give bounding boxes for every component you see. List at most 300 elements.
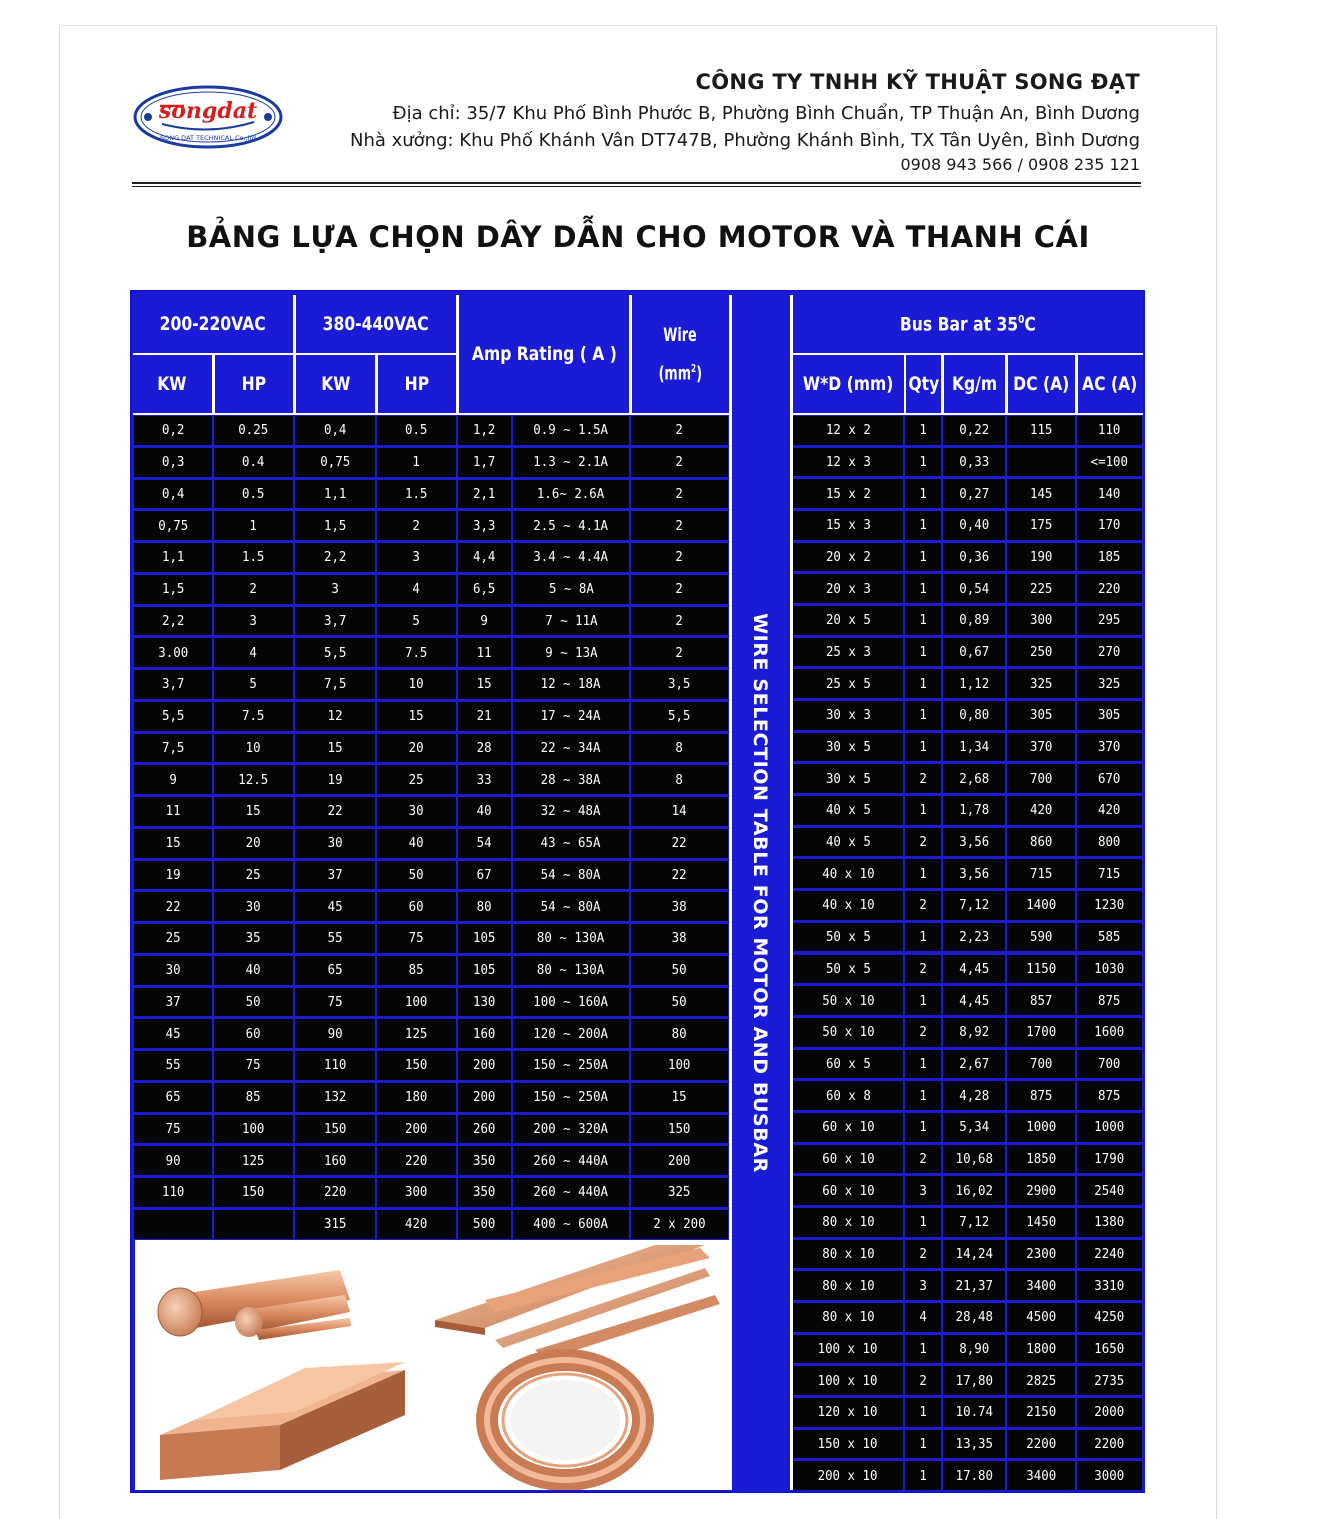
busbar-cell: 715 <box>1007 859 1075 888</box>
table-cell: 75 <box>214 1051 293 1080</box>
table-cell: 400 ~ 600A <box>513 1210 629 1239</box>
table-cell: 2 <box>214 575 293 604</box>
table-cell: 55 <box>295 924 375 953</box>
table-cell: 2 <box>631 575 728 604</box>
table-cell: 15 <box>377 702 456 731</box>
table-cell: 3 <box>377 543 456 572</box>
company-address: Địa chỉ: 35/7 Khu Phố Bình Phước B, Phường Bình Chuẩn, TP Thuận An, Bình Dương <box>392 103 1140 124</box>
table-cell: 325 <box>631 1178 728 1207</box>
company-factory: Nhà xưởng: Khu Phố Khánh Vân DT747B, Phường Khánh Bình, TX Tân Uyên, Bình Dương <box>349 130 1140 151</box>
busbar-cell: 3310 <box>1077 1271 1142 1300</box>
table-cell: 25 <box>214 861 293 890</box>
busbar-cell: 80 x 10 <box>793 1240 903 1269</box>
table-cell: 4,4 <box>458 543 511 572</box>
table-cell: 15 <box>458 670 511 699</box>
table-cell: 1,5 <box>134 575 212 604</box>
busbar-cell: 140 <box>1077 479 1142 508</box>
table-cell: 2 <box>631 543 728 572</box>
table-cell: 130 <box>458 988 511 1017</box>
table-cell: 40 <box>214 956 293 985</box>
table-cell: 0.9 ~ 1.5A <box>513 416 629 445</box>
busbar-cell: 1 <box>905 479 941 508</box>
table-cell: 54 ~ 80A <box>513 861 629 890</box>
table-cell: 100 <box>631 1051 728 1080</box>
busbar-cell: 2 <box>905 1145 941 1174</box>
table-cell: 5 <box>214 670 293 699</box>
sub-header-kw: KW <box>133 355 211 413</box>
busbar-cell: 175 <box>1007 511 1075 540</box>
busbar-cell: 250 <box>1007 638 1075 667</box>
busbar-cell: 1 <box>905 796 941 825</box>
table-cell: 7.5 <box>377 638 456 667</box>
table-cell: 260 ~ 440A <box>513 1178 629 1207</box>
table-cell: 1.3 ~ 2.1A <box>513 448 629 477</box>
table-cell: 150 <box>377 1051 456 1080</box>
vertical-label-text: WIRE SELECTION TABLE FOR MOTOR AND BUSBAR <box>749 612 771 1173</box>
table-cell: 0,75 <box>134 511 212 540</box>
busbar-cell: 10.74 <box>943 1398 1005 1427</box>
table-cell: 45 <box>295 892 375 921</box>
header-divider <box>132 182 1141 184</box>
busbar-cell: 1 <box>905 1398 941 1427</box>
busbar-cell: 1650 <box>1077 1335 1142 1364</box>
busbar-cell: 1 <box>905 1113 941 1142</box>
table-cell: 2 <box>631 638 728 667</box>
busbar-cell: 2 <box>905 1240 941 1269</box>
table-cell: 200 ~ 320A <box>513 1115 629 1144</box>
table-cell: 100 <box>377 988 456 1017</box>
busbar-cell: 225 <box>1007 574 1075 603</box>
table-cell: 1.6~ 2.6A <box>513 480 629 509</box>
table-cell: 14 <box>631 797 728 826</box>
table-cell: 40 <box>377 829 456 858</box>
table-cell: 1,7 <box>458 448 511 477</box>
table-cell: 4 <box>377 575 456 604</box>
busbar-cell: 60 x 10 <box>793 1145 903 1174</box>
sub-header-qty: Qty <box>906 355 941 413</box>
busbar-cell: 2 <box>905 764 941 793</box>
table-cell: 10 <box>377 670 456 699</box>
copper-products-photo <box>135 1240 729 1490</box>
busbar-cell: 1,12 <box>943 669 1005 698</box>
busbar-cell: 300 <box>1007 606 1075 635</box>
table-cell: 30 <box>295 829 375 858</box>
company-info <box>350 70 1140 176</box>
busbar-cell: 1380 <box>1077 1208 1142 1237</box>
busbar-cell: 2540 <box>1077 1176 1142 1205</box>
busbar-cell: 700 <box>1007 764 1075 793</box>
page-title: BẢNG LỰA CHỌN DÂY DẪN CHO MOTOR VÀ THANH CÁI <box>186 220 1090 254</box>
table-cell: 9 ~ 13A <box>513 638 629 667</box>
table-cell: 5,5 <box>134 702 212 731</box>
table-cell: 60 <box>214 1019 293 1048</box>
table-cell: 2,1 <box>458 480 511 509</box>
busbar-cell: 5,34 <box>943 1113 1005 1142</box>
table-cell: 105 <box>458 956 511 985</box>
sub-header-dc: DC (A) <box>1008 355 1075 413</box>
table-cell: 3,7 <box>295 607 375 636</box>
busbar-cell: 220 <box>1077 574 1142 603</box>
busbar-cell: 800 <box>1077 828 1142 857</box>
table-cell: 160 <box>295 1146 375 1175</box>
busbar-cell: 2900 <box>1007 1176 1075 1205</box>
table-cell: 150 <box>295 1115 375 1144</box>
header-wire <box>632 295 729 413</box>
busbar-cell: 50 x 10 <box>793 986 903 1015</box>
busbar-cell: 2200 <box>1077 1430 1142 1459</box>
sub-header-hp: HP <box>215 355 293 413</box>
busbar-cell: 2 <box>905 1018 941 1047</box>
table-cell: 32 ~ 48A <box>513 797 629 826</box>
table-cell: 2 <box>631 607 728 636</box>
busbar-cell: 50 x 10 <box>793 1018 903 1047</box>
busbar-cell: 25 x 5 <box>793 669 903 698</box>
table-cell: 7,5 <box>295 670 375 699</box>
table-cell: 1,1 <box>295 480 375 509</box>
group-header-380-440vac: 380-440VAC <box>296 295 456 353</box>
table-cell: 50 <box>631 988 728 1017</box>
busbar-cell: 0,36 <box>943 543 1005 572</box>
table-cell: 25 <box>134 924 212 953</box>
busbar-cell: 3 <box>905 1271 941 1300</box>
table-cell: 22 <box>134 892 212 921</box>
busbar-cell: 1 <box>905 1461 941 1490</box>
wire-header-unit: $(mm^2)$ <box>658 361 703 385</box>
table-cell: 19 <box>134 861 212 890</box>
table-cell: 30 <box>134 956 212 985</box>
busbar-cell: 60 x 10 <box>793 1176 903 1205</box>
table-cell: 85 <box>377 956 456 985</box>
busbar-cell: 2150 <box>1007 1398 1075 1427</box>
busbar-cell: 14,24 <box>943 1240 1005 1269</box>
busbar-cell: 1 <box>905 733 941 762</box>
busbar-cell: 3000 <box>1077 1461 1142 1490</box>
company-logo <box>132 84 284 150</box>
table-cell: 11 <box>458 638 511 667</box>
table-cell: 120 ~ 200A <box>513 1019 629 1048</box>
table-cell: 1 <box>377 448 456 477</box>
table-cell: 35 <box>214 924 293 953</box>
busbar-cell: 2240 <box>1077 1240 1142 1269</box>
busbar-cell: 110 <box>1077 416 1142 445</box>
table-cell: 15 <box>295 734 375 763</box>
table-cell: 3,3 <box>458 511 511 540</box>
busbar-cell: 2 <box>905 828 941 857</box>
sub-header-kw: KW <box>296 355 375 413</box>
copper-round-rods <box>158 1270 351 1340</box>
copper-coil <box>487 1360 643 1480</box>
busbar-cell: 2825 <box>1007 1366 1075 1395</box>
table-cell: 0,75 <box>295 448 375 477</box>
table-cell: 0.5 <box>377 416 456 445</box>
busbar-cell: 15 x 2 <box>793 479 903 508</box>
busbar-cell: 60 x 10 <box>793 1113 903 1142</box>
busbar-cell: 420 <box>1007 796 1075 825</box>
table-cell: 180 <box>377 1083 456 1112</box>
busbar-cell: 17.80 <box>943 1461 1005 1490</box>
busbar-cell: 1000 <box>1077 1113 1142 1142</box>
table-cell: 125 <box>214 1146 293 1175</box>
busbar-cell: 20 x 5 <box>793 606 903 635</box>
table-cell: 20 <box>214 829 293 858</box>
copper-flat-bars <box>435 1245 720 1360</box>
busbar-cell: 0,22 <box>943 416 1005 445</box>
table-cell: 90 <box>134 1146 212 1175</box>
copper-square-bars <box>160 1362 405 1480</box>
busbar-cell: 185 <box>1077 543 1142 572</box>
busbar-cell: 1600 <box>1077 1018 1142 1047</box>
busbar-cell: 115 <box>1007 416 1075 445</box>
table-cell: 260 <box>458 1115 511 1144</box>
table-cell: 45 <box>134 1019 212 1048</box>
busbar-cell: 1 <box>905 669 941 698</box>
busbar-cell: 1 <box>905 1050 941 1079</box>
table-cell: 2 <box>377 511 456 540</box>
table-cell: 1.5 <box>214 543 293 572</box>
busbar-cell: 1 <box>905 1430 941 1459</box>
table-cell: 15 <box>134 829 212 858</box>
busbar-cell: 30 x 3 <box>793 701 903 730</box>
table-cell: 75 <box>377 924 456 953</box>
table-cell: 20 <box>377 734 456 763</box>
table-cell: 75 <box>295 988 375 1017</box>
busbar-cell: 2,23 <box>943 923 1005 952</box>
busbar-cell: 16,02 <box>943 1176 1005 1205</box>
busbar-cell: 40 x 10 <box>793 891 903 920</box>
busbar-cell: 715 <box>1077 859 1142 888</box>
table-cell: 28 <box>458 734 511 763</box>
busbar-cell: 0,67 <box>943 638 1005 667</box>
table-cell: 350 <box>458 1146 511 1175</box>
busbar-cell: 8,92 <box>943 1018 1005 1047</box>
table-cell: 43 ~ 65A <box>513 829 629 858</box>
table-cell: 160 <box>458 1019 511 1048</box>
busbar-cell: 1,34 <box>943 733 1005 762</box>
busbar-cell: 12 x 2 <box>793 416 903 445</box>
table-cell: 110 <box>295 1051 375 1080</box>
busbar-cell: 875 <box>1007 1081 1075 1110</box>
busbar-cell: 100 x 10 <box>793 1366 903 1395</box>
table-cell: 33 <box>458 765 511 794</box>
table-cell: 17 ~ 24A <box>513 702 629 731</box>
busbar-cell: <=100 <box>1077 448 1142 477</box>
table-cell: 80 ~ 130A <box>513 956 629 985</box>
busbar-cell: 80 x 10 <box>793 1208 903 1237</box>
busbar-cell: 8,90 <box>943 1335 1005 1364</box>
table-cell: 22 ~ 34A <box>513 734 629 763</box>
busbar-cell: 30 x 5 <box>793 733 903 762</box>
busbar-cell: 4,45 <box>943 955 1005 984</box>
table-cell: 420 <box>377 1210 456 1239</box>
table-cell: 2 <box>631 448 728 477</box>
table-cell: 0,3 <box>134 448 212 477</box>
sub-header-ac: AC (A) <box>1078 355 1142 413</box>
table-cell: 30 <box>214 892 293 921</box>
table-cell: 220 <box>377 1146 456 1175</box>
busbar-cell: 15 x 3 <box>793 511 903 540</box>
busbar-cell: 3400 <box>1007 1271 1075 1300</box>
busbar-cell: 150 x 10 <box>793 1430 903 1459</box>
sub-header-kg-m: Kg/m <box>944 355 1005 413</box>
busbar-cell <box>1007 448 1075 477</box>
busbar-cell: 700 <box>1007 1050 1075 1079</box>
table-cell: 7,5 <box>134 734 212 763</box>
table-cell: 100 ~ 160A <box>513 988 629 1017</box>
table-cell: 0,4 <box>295 416 375 445</box>
table-cell: 22 <box>631 861 728 890</box>
header-divider-h <box>133 413 730 415</box>
table-cell: 2 <box>631 511 728 540</box>
table-cell: 80 <box>458 892 511 921</box>
table-cell: 30 <box>377 797 456 826</box>
busbar-cell: 1 <box>905 701 941 730</box>
table-cell: 3.4 ~ 4.4A <box>513 543 629 572</box>
busbar-cell: 2000 <box>1077 1398 1142 1427</box>
busbar-cell: 60 x 8 <box>793 1081 903 1110</box>
table-cell: 0.4 <box>214 448 293 477</box>
logo-subtext: SONG DAT TECHNICAL Co.,ltd <box>159 134 257 142</box>
table-cell: 5 ~ 8A <box>513 575 629 604</box>
table-cell: 260 ~ 440A <box>513 1146 629 1175</box>
busbar-cell: 670 <box>1077 764 1142 793</box>
table-cell: 2.5 ~ 4.1A <box>513 511 629 540</box>
table-cell <box>134 1210 212 1239</box>
busbar-cell: 12 x 3 <box>793 448 903 477</box>
table-cell: 4 <box>214 638 293 667</box>
busbar-cell: 4250 <box>1077 1303 1142 1332</box>
busbar-cell: 80 x 10 <box>793 1271 903 1300</box>
busbar-cell: 1 <box>905 574 941 603</box>
table-cell: 2 x 200 <box>631 1210 728 1239</box>
table-cell: 150 ~ 250A <box>513 1051 629 1080</box>
busbar-cell: 585 <box>1077 923 1142 952</box>
busbar-cell: 1850 <box>1007 1145 1075 1174</box>
table-cell: 0,4 <box>134 480 212 509</box>
table-cell: 220 <box>295 1178 375 1207</box>
busbar-cell: 10,68 <box>943 1145 1005 1174</box>
busbar-cell: 4500 <box>1007 1303 1075 1332</box>
busbar-cell: 30 x 5 <box>793 764 903 793</box>
busbar-cell: 60 x 5 <box>793 1050 903 1079</box>
busbar-cell: 305 <box>1007 701 1075 730</box>
busbar-cell: 325 <box>1007 669 1075 698</box>
busbar-cell: 0,80 <box>943 701 1005 730</box>
busbar-cell: 860 <box>1007 828 1075 857</box>
table-cell: 2 <box>631 416 728 445</box>
logo-wordmark: songdat <box>158 98 258 124</box>
busbar-cell: 1800 <box>1007 1335 1075 1364</box>
busbar-cell: 305 <box>1077 701 1142 730</box>
busbar-cell: 1030 <box>1077 955 1142 984</box>
busbar-cell: 1 <box>905 448 941 477</box>
busbar-cell: 875 <box>1077 1081 1142 1110</box>
busbar-cell: 0,89 <box>943 606 1005 635</box>
busbar-cell: 50 x 5 <box>793 955 903 984</box>
busbar-cell: 1790 <box>1077 1145 1142 1174</box>
table-cell: 1,5 <box>295 511 375 540</box>
busbar-cell: 2,67 <box>943 1050 1005 1079</box>
busbar-cell: 20 x 3 <box>793 574 903 603</box>
table-cell: 11 <box>134 797 212 826</box>
busbar-cell: 0,40 <box>943 511 1005 540</box>
busbar-cell: 1 <box>905 1208 941 1237</box>
busbar-cell: 1230 <box>1077 891 1142 920</box>
busbar-cell: 17,80 <box>943 1366 1005 1395</box>
busbar-cell: 25 x 3 <box>793 638 903 667</box>
busbar-cell: 1 <box>905 638 941 667</box>
table-cell: 50 <box>214 988 293 1017</box>
table-cell: 25 <box>377 765 456 794</box>
busbar-cell: 700 <box>1077 1050 1142 1079</box>
busbar-cell: 7,12 <box>943 891 1005 920</box>
busbar-cell: 1 <box>905 416 941 445</box>
sub-header-hp: HP <box>378 355 456 413</box>
header-amp-rating: Amp Rating ( A ) <box>459 295 629 413</box>
table-cell: 28 ~ 38A <box>513 765 629 794</box>
busbar-cell: 170 <box>1077 511 1142 540</box>
busbar-cell: 590 <box>1007 923 1075 952</box>
table-cell: 12 <box>295 702 375 731</box>
table-cell: 65 <box>295 956 375 985</box>
busbar-cell: 370 <box>1077 733 1142 762</box>
table-cell: 50 <box>631 956 728 985</box>
busbar-cell: 1 <box>905 543 941 572</box>
table-cell: 3 <box>214 607 293 636</box>
table-cell: 75 <box>134 1115 212 1144</box>
table-cell: 315 <box>295 1210 375 1239</box>
table-cell: 0.5 <box>214 480 293 509</box>
busbar-cell: 3,56 <box>943 828 1005 857</box>
busbar-cell: 100 x 10 <box>793 1335 903 1364</box>
table-cell: 2 <box>631 480 728 509</box>
busbar-cell: 857 <box>1007 986 1075 1015</box>
vertical-table-label <box>731 295 789 1490</box>
busbar-cell: 3400 <box>1007 1461 1075 1490</box>
busbar-cell: 1000 <box>1007 1113 1075 1142</box>
table-cell <box>214 1210 293 1239</box>
wire-header-label: Wire <box>663 323 698 346</box>
table-cell: 12 ~ 18A <box>513 670 629 699</box>
busbar-cell: 295 <box>1077 606 1142 635</box>
busbar-cell: 21,37 <box>943 1271 1005 1300</box>
busbar-cell: 4,45 <box>943 986 1005 1015</box>
table-cell: 8 <box>631 765 728 794</box>
busbar-cell: 875 <box>1077 986 1142 1015</box>
busbar-cell: 1 <box>905 1335 941 1364</box>
busbar-cell: 1 <box>905 923 941 952</box>
table-cell: 10 <box>214 734 293 763</box>
busbar-cell: 40 x 10 <box>793 859 903 888</box>
table-cell: 15 <box>631 1083 728 1112</box>
table-cell: 19 <box>295 765 375 794</box>
table-cell: 1,2 <box>458 416 511 445</box>
busbar-cell: 2 <box>905 891 941 920</box>
table-cell: 200 <box>458 1083 511 1112</box>
table-cell: 132 <box>295 1083 375 1112</box>
table-cell: 150 <box>214 1178 293 1207</box>
busbar-cell: 1150 <box>1007 955 1075 984</box>
busbar-cell: 3,56 <box>943 859 1005 888</box>
busbar-cell: 2 <box>905 1366 941 1395</box>
busbar-cell: 7,12 <box>943 1208 1005 1237</box>
table-cell: 105 <box>458 924 511 953</box>
busbar-cell: 2 <box>905 955 941 984</box>
busbar-cell: 1 <box>905 859 941 888</box>
table-cell: 38 <box>631 892 728 921</box>
table-cell: 3,7 <box>134 670 212 699</box>
busbar-cell: 1,78 <box>943 796 1005 825</box>
busbar-cell: 20 x 2 <box>793 543 903 572</box>
